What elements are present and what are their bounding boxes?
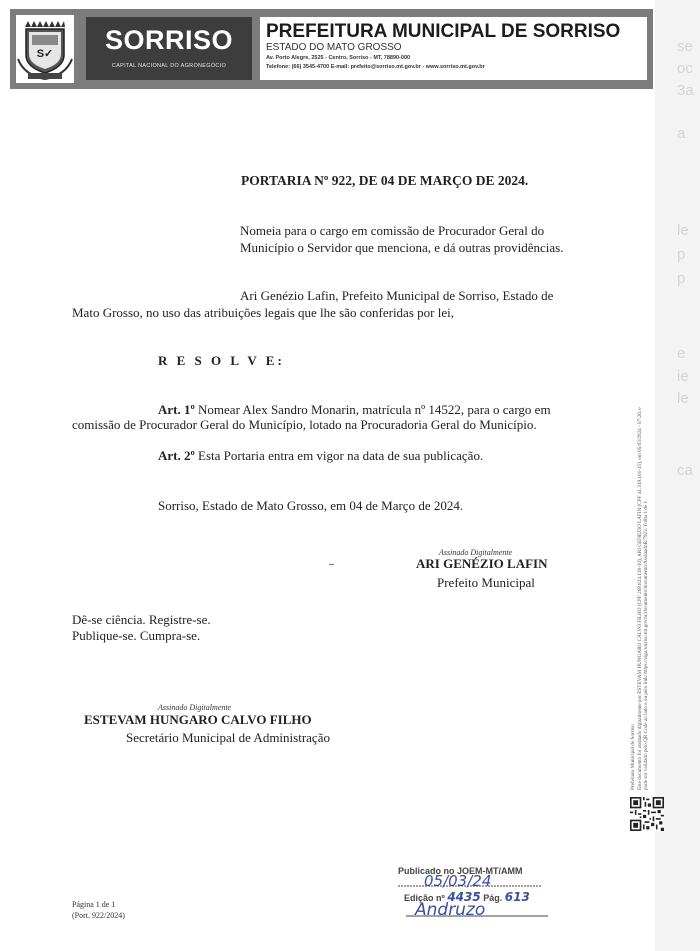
bleed-through-text: le: [677, 390, 689, 407]
bleed-through-text: e: [677, 345, 686, 362]
publication-stamp-title: Publicado no JOEM-MT/AMM: [398, 866, 523, 876]
bleed-through-text: a: [677, 125, 686, 142]
summary-line: Município o Servidor que menciona, e dá outras providências.: [240, 240, 564, 255]
article-1-continuation: comissão de Procurador Geral do Município, lotado na Procuradoria Geral do Município.: [72, 417, 537, 432]
preamble-line: Mato Grosso, no uso das atribuições legais que lhe são conferidas por lei,: [72, 305, 454, 320]
bleed-through-text: ca: [677, 462, 693, 479]
handwritten-signature: Andruzo: [415, 900, 486, 920]
signer-role: Prefeito Municipal: [437, 575, 535, 590]
brand-name: SORRISO: [104, 25, 234, 55]
article-label: Art. 2º: [158, 448, 195, 463]
page-number: Página 1 de 1: [72, 900, 116, 909]
article-label: Art. 1º: [158, 402, 195, 417]
institution-title: PREFEITURA MUNICIPAL DE SORRISO: [266, 21, 621, 42]
municipal-coat-of-arms-icon: [16, 15, 74, 83]
bleed-through-text: p: [677, 270, 686, 287]
signer-role: Secretário Municipal de Administração: [126, 730, 330, 745]
handwritten-page: 613: [504, 890, 530, 904]
state-name: ESTADO DO MATO GROSSO: [266, 42, 402, 53]
address-line: Av. Porto Alegre, 2525 - Centro, Sorriso - MT, 78890-000: [266, 55, 411, 61]
side-notice-line: pode ser validado pelo QR Code ao lado e ou pelo link: https://siga.sorriso.mt.gov.br/documento/documento/AssinadoR/7923. Folha 1 de 1: [643, 500, 649, 790]
closing-line: Publique-se. Cumpra-se.: [72, 628, 201, 643]
digital-signature-side-notice: [630, 150, 650, 790]
letterhead-info: [260, 17, 647, 80]
edition-label: Edição nº: [404, 893, 445, 903]
digital-signature-note: Assinado Digitalmente: [439, 548, 513, 557]
validation-qr-code[interactable]: [630, 797, 664, 831]
page-label: Pág.: [483, 893, 503, 903]
signer-name: ESTEVAM HUNGARO CALVO FILHO: [84, 712, 312, 727]
brand-block: [86, 17, 252, 80]
handwritten-date: 05/03/24: [424, 872, 492, 890]
bleed-through-text: le: [677, 222, 689, 239]
bleed-through-text: p: [677, 246, 686, 263]
side-notice-line: Este documento foi assinado digitalmente por ESTEVAM HUNGARO CALVO FILHO (CPF 269.824.138-10), ARI GENEZIO LAFIN (CPF 41.319.161-15), em 05/03/2024 - 07:26, e: [636, 407, 643, 790]
article-2: [158, 447, 483, 464]
bleed-through-text: oc: [677, 60, 693, 77]
brand-tagline: CAPITAL NACIONAL DO AGRONEGÓCIO: [111, 63, 227, 69]
signer-name: ARI GENÉZIO LAFIN: [416, 556, 548, 571]
bleed-through-text: se: [677, 38, 693, 55]
document-title: PORTARIA Nº 922, DE 04 DE MARÇO DE 2024.: [241, 173, 529, 188]
bleed-through-text: 3a: [677, 82, 694, 99]
signature-mark: [329, 564, 334, 565]
digital-signature-note: Assinado Digitalmente: [158, 703, 232, 712]
stamp-underline: [396, 882, 546, 890]
handwritten-edition: 4435: [447, 890, 481, 904]
signature-underline: [404, 912, 554, 920]
resolve-heading: R E S O L V E:: [158, 353, 285, 368]
contact-line: Telefone: (66) 3545-4700 E-mail: prefeito@sorriso.mt.gov.br - www.sorriso.mt.gov.br: [266, 64, 485, 70]
article-text: Nomear Alex Sandro Monarin, matrícula nº 14522, para o cargo em: [198, 402, 551, 417]
svg-text:S✓: S✓: [36, 48, 54, 60]
document-reference: (Port. 922/2024): [72, 911, 125, 920]
preamble-line: Ari Genézio Lafin, Prefeito Municipal de Sorriso, Estado de: [240, 288, 554, 303]
closing-line: Dê-se ciência. Registre-se.: [72, 612, 211, 627]
article-text: Esta Portaria entra em vigor na data de sua publicação.: [198, 448, 484, 463]
bleed-through-text: ie: [677, 368, 689, 385]
summary-line: Nomeia para o cargo em comissão de Procurador Geral do: [240, 223, 545, 238]
place-and-date: Sorriso, Estado de Mato Grosso, em 04 de Março de 2024.: [158, 498, 464, 513]
side-notice-line: Prefeitura Municipal de Sorriso: [630, 724, 636, 790]
letterhead: [10, 9, 653, 89]
